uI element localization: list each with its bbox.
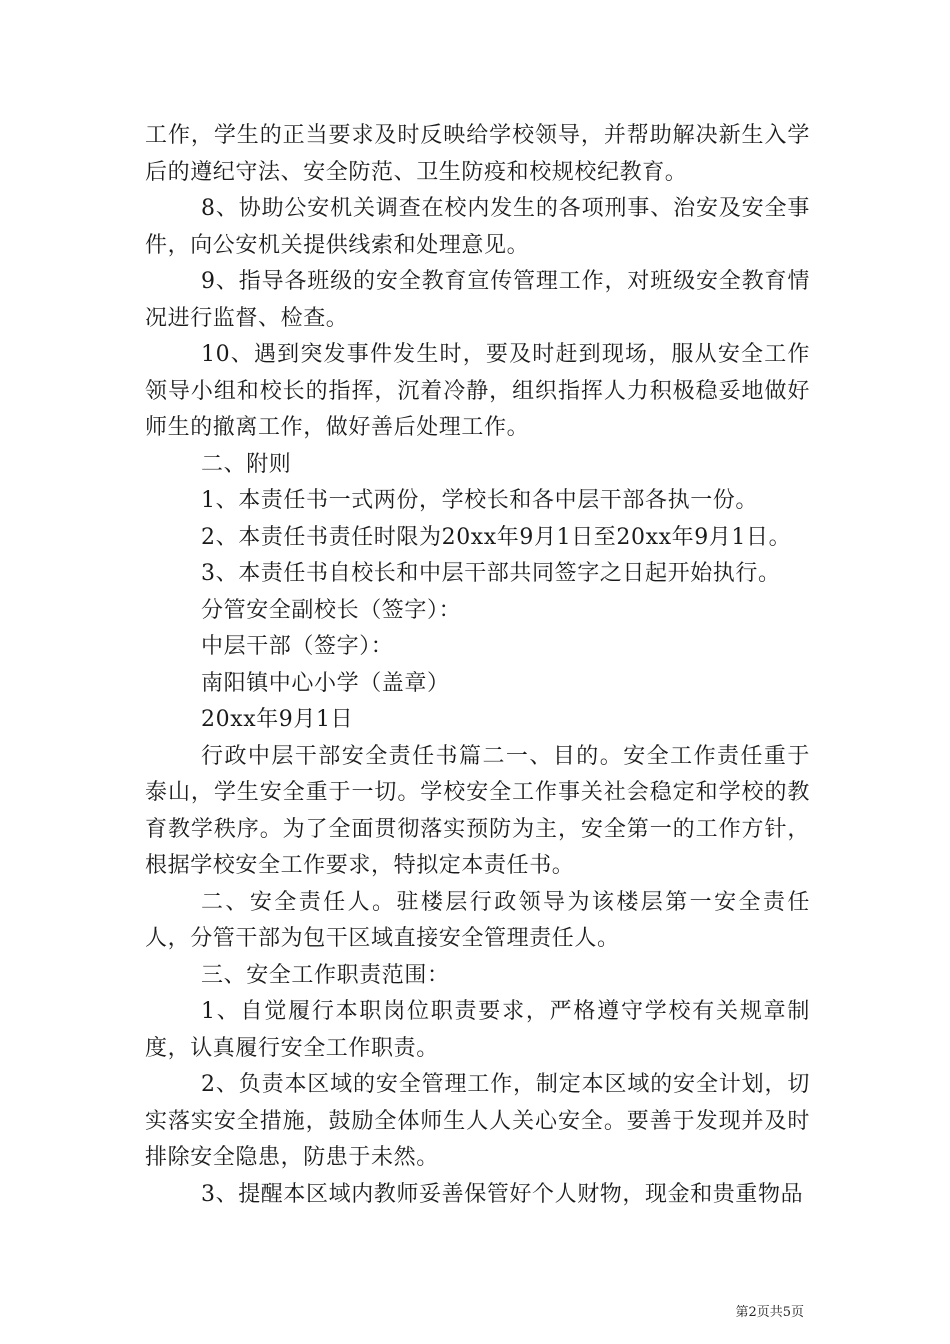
paragraph: 2、本责任书责任时限为20xx年9月1日至20xx年9月1日。 [201, 524, 792, 550]
section-heading: 二、附则 [201, 451, 292, 477]
document-body [145, 118, 810, 1213]
paragraph: 1、本责任书一式两份，学校长和各中层干部各执一份。 [201, 488, 758, 513]
signature-line: 分管安全副校长（签字）： [201, 597, 462, 623]
paragraph: 8、协助公安机关调查在校内发生的各项刑事、治安及安全事件，向公安机关提供线索和处理意见。 [145, 196, 810, 258]
page-number: 第2页共5页 [735, 1305, 804, 1320]
date-line: 20xx年9月1日 [201, 707, 354, 732]
paragraph: 行政中层干部安全责任书篇二一、目的。安全工作责任重于泰山，学生安全重于一切。学校安全工作事关社会稳定和学校的教育教学秩序。为了全面贯彻落实预防为主，安全第一的工作方针，根据学校安全工作要求，特拟定本责任书。 [145, 743, 810, 878]
paragraph: 9、指导各班级的安全教育宣传管理工作，对班级安全教育情况进行监督、检查。 [145, 269, 810, 331]
paragraph: 3、本责任书自校长和中层干部共同签字之日起开始执行。 [201, 561, 781, 586]
signature-line: 南阳镇中心小学（盖章） [201, 670, 450, 696]
paragraph: 3、提醒本区域内教师妥善保管好个人财物，现金和贵重物品 [201, 1181, 804, 1207]
signature-line: 中层干部（签字）： [201, 634, 394, 659]
paragraph: 1、自觉履行本职岗位职责要求，严格遵守学校有关规章制度，认真履行安全工作职责。 [145, 999, 810, 1061]
paragraph: 工作，学生的正当要求及时反映给学校领导，并帮助解决新生入学后的遵纪守法、安全防范、卫生防疫和校规校纪教育。 [145, 123, 810, 185]
section-heading: 三、安全工作职责范围： [201, 962, 450, 988]
paragraph: 2、负责本区域的安全管理工作，制定本区域的安全计划，切实落实安全措施，鼓励全体师生人人关心安全。要善于发现并及时排除安全隐患，防患于未然。 [145, 1072, 810, 1170]
paragraph: 二、安全责任人。驻楼层行政领导为该楼层第一安全责任人，分管干部为包干区域直接安全管理责任人。 [145, 889, 810, 951]
paragraph: 10、遇到突发事件发生时，要及时赶到现场，服从安全工作领导小组和校长的指挥，沉着冷静，组织指挥人力积极稳妥地做好师生的撤离工作，做好善后处理工作。 [145, 342, 810, 440]
